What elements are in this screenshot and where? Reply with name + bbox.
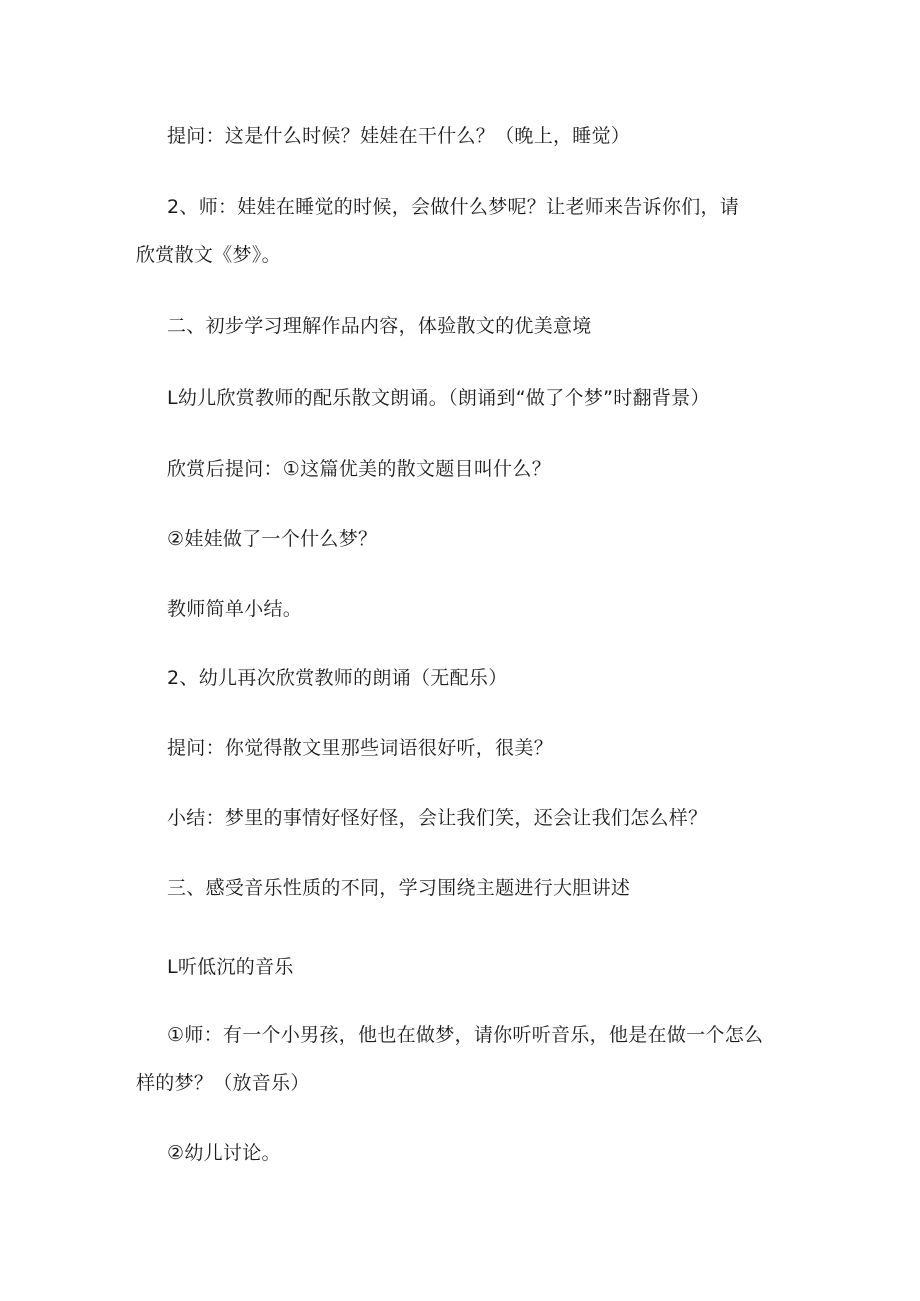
paragraph-boy-dream: ①师：有一个小男孩，他也在做梦，请你听听音乐，他是在做一个怎么 [167,1024,764,1046]
paragraph-summary-dream: 小结：梦里的事情好怪好怪，会让我们笑，还会让我们怎么样？ [167,807,708,829]
paragraph-question-title: 欣赏后提问：①这篇优美的散文题目叫什么？ [167,458,552,480]
paragraph-question-time: 提问：这是什么时候？娃娃在干什么？（晚上，睡觉） [167,125,631,147]
paragraph-summary-short: 教师简单小结。 [167,598,303,620]
section-heading-3: 三、感受音乐性质的不同，学习围绕主题进行大胆讲述 [167,877,631,899]
paragraph-teacher-intro: 2、师：娃娃在睡觉的时候，会做什么梦呢？让老师来告诉你们，请 [167,196,740,218]
paragraph-second-listen: 2、幼儿再次欣赏教师的朗诵（无配乐） [167,667,508,689]
paragraph-teacher-intro-cont: 欣赏散文《梦》。 [136,244,281,266]
paragraph-listen-recital: L幼儿欣赏教师的配乐散文朗诵。（朗诵到“做了个梦”时翻背景） [167,387,710,409]
paragraph-question-dream: ②娃娃做了一个什么梦？ [167,528,378,550]
paragraph-discussion: ②幼儿讨论。 [167,1142,281,1164]
paragraph-boy-dream-cont: 样的梦？（放音乐） [136,1072,310,1094]
paragraph-low-music: L听低沉的音乐 [167,956,294,978]
paragraph-question-words: 提问：你觉得散文里那些词语很好听，很美？ [167,737,554,759]
section-heading-2: 二、初步学习理解作品内容，体验散文的优美意境 [167,315,592,337]
